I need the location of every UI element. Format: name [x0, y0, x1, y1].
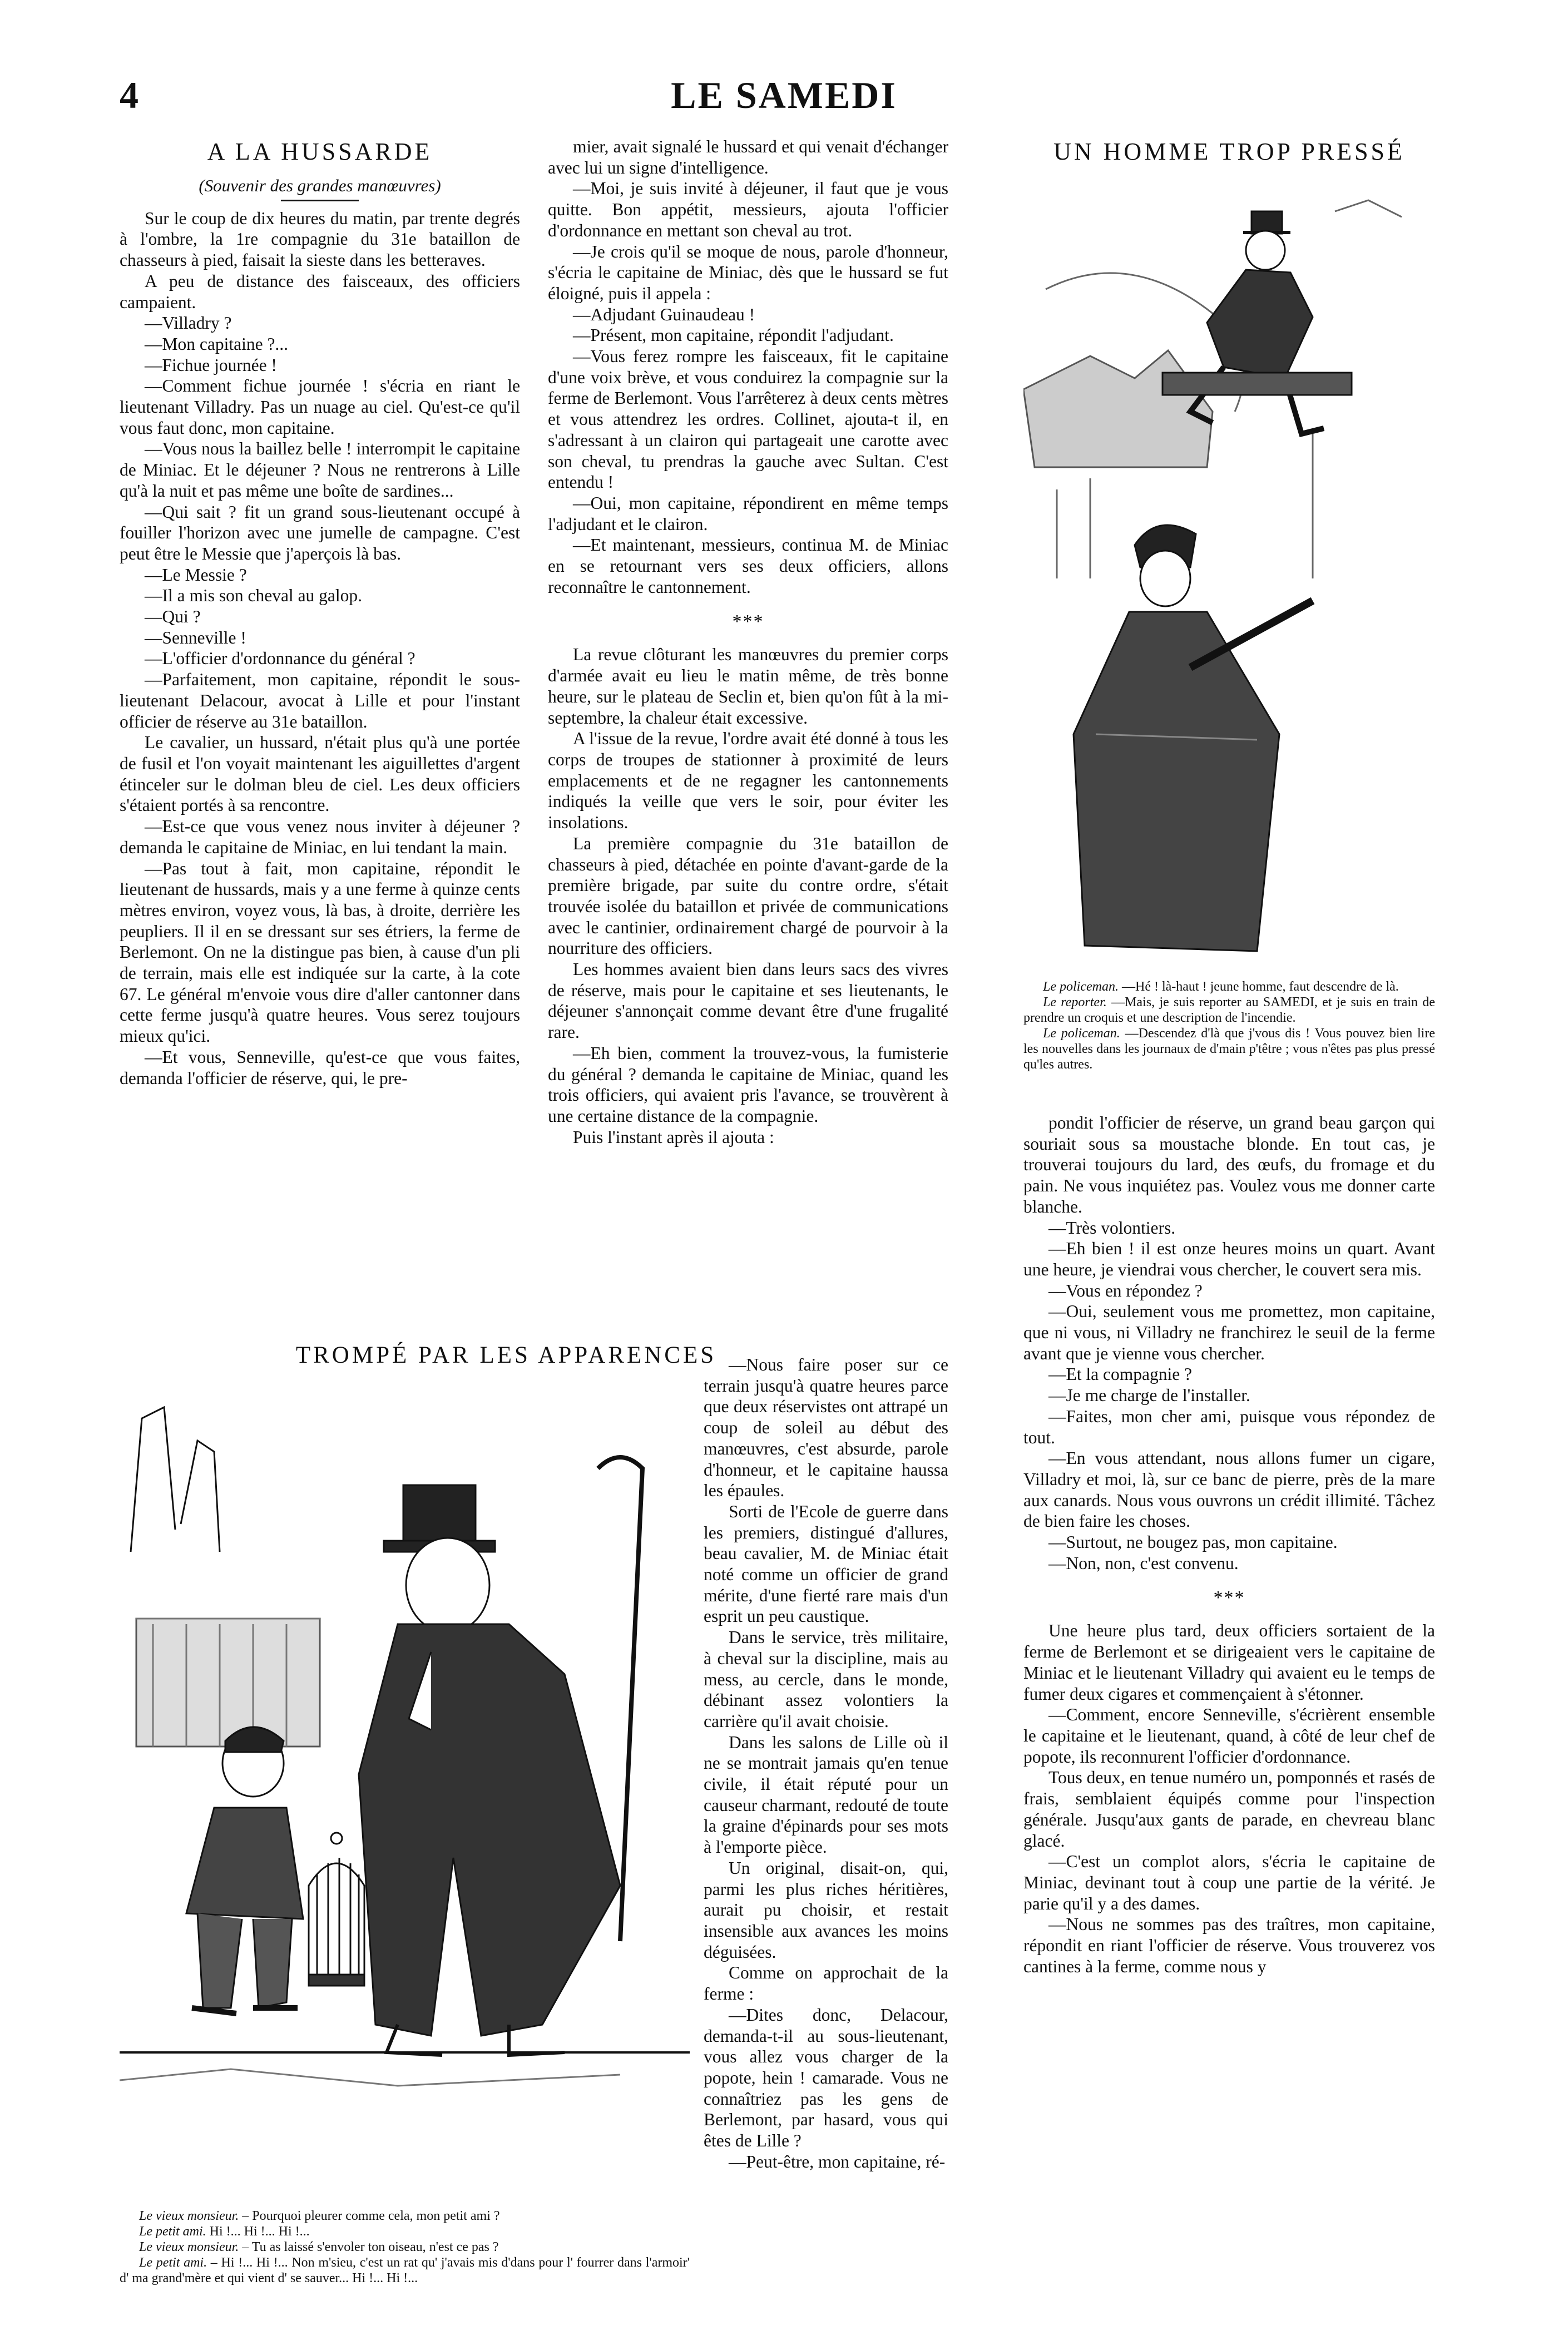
paragraph: —Présent, mon capitaine, répondit l'adjudant.: [573, 325, 894, 345]
column-1: [120, 136, 520, 1089]
illustration-policeman-reporter: [1023, 178, 1435, 962]
caption-text: – Pourquoi pleurer comme cela, mon petit ami ?: [242, 2209, 500, 2223]
paragraph: Comme on approchait de la ferme :: [704, 1963, 948, 2004]
paragraph: —Est-ce que vous venez nous inviter à déjeuner ? demanda le capitaine de Miniac, en lui tendant la main.: [120, 817, 520, 857]
paragraph: —Comment fichue journée ! s'écria en riant le lieutenant Villadry. Pas un nuage au ciel. Qu'est-ce qu'il vous faut donc, mon capitaine.: [120, 376, 520, 438]
paragraph: —Et la compagnie ?: [1048, 1364, 1193, 1384]
caption-text: Hi !... Hi !... Hi !...: [209, 2224, 310, 2239]
caption-text: —Mais, je suis reporter au SAMEDI, et je suis en train de prendre un croquis et une description de l'incendie.: [1023, 995, 1435, 1025]
paragraph: —Nous ne sommes pas des traîtres, mon capitaine, répondit en riant l'officier de réserve. Vous trouverez vos cantines à la ferme, comme nous y: [1023, 1914, 1435, 1976]
column-3: [1023, 136, 1435, 175]
paragraph: Les hommes avaient bien dans leurs sacs des vivres de réserve, mais pour le capitaine et ses lieutenants, le déjeuner s'annonçait comme devant être d'une frugalité rare.: [548, 959, 948, 1042]
birdcage: [309, 1833, 364, 1986]
caption-speaker: Le policeman.: [1043, 1026, 1120, 1041]
story-subtitle: (Souvenir des grandes manœuvres): [199, 176, 441, 195]
paragraph: —Eh bien ! il est onze heures moins un quart. Avant une heure, je viendrai vous chercher, le couvert sera mis.: [1023, 1239, 1435, 1279]
paragraph: —Je crois qu'il se moque de nous, parole d'honneur, s'écria le capitaine de Miniac, dès que le hussard se fut éloigné, puis il appela :: [548, 241, 948, 303]
paragraph: —Senneville !: [145, 627, 246, 647]
cartoon-title-trompe: TROMPÉ PAR LES APPARENCES: [295, 1342, 717, 1368]
paragraph: —Moi, je suis invité à déjeuner, il faut que je vous quitte. Bon appétit, messieurs, ajouta l'officier d'ordonnance en mettant son cheval au trot.: [548, 179, 948, 240]
caption-line: [120, 2208, 690, 2224]
paragraph: —Eh bien, comment la trouvez-vous, la fumisterie du général ? demanda le capitaine de Miniac, quand les trois officiers, qui avaient pris l'avance, se trouvèrent à une certaine distance de la compagnie.: [548, 1043, 948, 1126]
paragraph: Le cavalier, un hussard, n'était plus qu'à une portée de fusil et l'on voyait maintenant les aiguillettes d'argent étinceler sur le dolman bleu de ciel. Les deux officiers s'étaient portés à sa rencontre.: [120, 733, 520, 815]
caption-line: [1023, 1026, 1435, 1072]
paragraph: Puis l'instant après il ajouta :: [573, 1127, 774, 1147]
paragraph: —Oui, seulement vous me promettez, mon capitaine, que ni vous, ni Villadry ne franchirez le seuil de la ferme avant que je vienne vous chercher.: [1023, 1302, 1435, 1363]
caption-text: – Tu as laissé s'envoler ton oiseau, n'est ce pas ?: [242, 2240, 499, 2254]
caption-speaker: Le petit ami.: [139, 2224, 206, 2239]
caption-text: —Hé ! là-haut ! jeune homme, faut descendre de là.: [1121, 979, 1399, 994]
paragraph: —Oui, mon capitaine, répondirent en même temps l'adjudant et le clairon.: [548, 493, 948, 534]
illustration-old-man-boy: [120, 1385, 690, 2180]
caption-line: [1023, 979, 1435, 995]
caption-line: [120, 2224, 690, 2239]
paragraph: —Qui sait ? fit un grand sous-lieutenant occupé à fouiller l'horizon avec une jumelle de campagne. C'est peut être le Messie que j'aperçois là bas.: [120, 502, 520, 563]
page-header: [0, 67, 1568, 128]
caption-speaker: Le vieux monsieur.: [139, 2240, 239, 2254]
paragraph: A l'issue de la revue, l'ordre avait été donné à tous les corps de troupes de stationner à proximité de leurs emplacements et de ne regagner les cantonnements indiqués la veille que vers le soir, pour éviter les insolations.: [548, 729, 948, 833]
paragraph: —L'officier d'ordonnance du général ?: [145, 649, 416, 669]
paragraph: —Non, non, c'est convenu.: [1048, 1553, 1239, 1573]
caption-speaker: Le petit ami.: [139, 2255, 207, 2270]
caption-speaker: Le reporter.: [1043, 995, 1107, 1010]
paragraph: —Comment, encore Senneville, s'écrièrent ensemble le capitaine et le lieutenant, quand, à côté de leur chef de popote, ils reconnurent l'officier d'ordonnance.: [1023, 1705, 1435, 1767]
paragraph: —Et vous, Senneville, qu'est-ce que vous faites, demanda l'officier de réserve, qui, le pre-: [120, 1047, 520, 1088]
column-2-lower: [704, 1354, 948, 2172]
paragraph: —Peut-être, mon capitaine, ré-: [729, 2151, 946, 2171]
paragraph: Dans le service, très militaire, à cheval sur la discipline, mais au mess, au cercle, dans le monde, débinant assez volontiers la carrière qu'il avait choisie.: [704, 1627, 948, 1731]
paragraph: —Dites donc, Delacour, demanda-t-il au sous-lieutenant, vous allez vous charger de la popote, hein ! camarade. Vous ne connaîtriez pas les gens de Berlemont, par hasard, vous qui êtes de Lille ?: [704, 2005, 948, 2151]
paragraph: —Il a mis son cheval au galop.: [145, 586, 363, 606]
caption-text: – Hi !... Hi !... Non m'sieu, c'est un rat qu' j'avais mis d'dans pour l' fourrer dans l'armoir' d' ma grand'mère et qui vient d' se sauver... Hi !... Hi !...: [120, 2255, 690, 2285]
paragraph: —Vous en répondez ?: [1048, 1280, 1203, 1300]
title-rule: [281, 200, 359, 201]
cartoon-old-man-and-boy: [120, 1385, 690, 2180]
paragraph: —Très volontiers.: [1048, 1218, 1176, 1238]
paragraph: A peu de distance des faisceaux, des officiers campaient.: [120, 271, 520, 312]
cartoon-captions-homme: [1023, 979, 1435, 1072]
story-title: A LA HUSSARDE: [207, 138, 433, 165]
paragraph: —Villadry ?: [145, 313, 232, 333]
cartoon-title-homme: UN HOMME TROP PRESSÉ: [1053, 138, 1405, 165]
old-man-figure: [359, 1457, 642, 2055]
paragraph: —Adjudant Guinaudeau !: [573, 304, 755, 324]
paragraph: Un original, disait-on, qui, parmi les plus riches héritières, aurait pu choisir, et restait insensible aux avances les moins déguisées.: [704, 1858, 948, 1962]
cartoon-captions-trompe: [120, 2208, 690, 2286]
paragraph: —Qui ?: [145, 607, 201, 627]
column-2: [548, 136, 948, 1147]
journal-title: LE SAMEDI: [671, 74, 897, 116]
policeman-figure: [1074, 525, 1313, 951]
paragraph: Sorti de l'Ecole de guerre dans les premiers, distingué d'allures, beau cavalier, M. de Miniac était noté comme un officier de grand mérite, d'une fierté rare mais d'un esprit un peu caustique.: [704, 1501, 948, 1626]
paragraph: —Et maintenant, messieurs, continua M. de Miniac en se retournant vers ses deux officiers, allons reconnaître le cantonnement.: [548, 535, 948, 597]
caption-speaker: Le policeman.: [1043, 979, 1119, 994]
boy-figure: [186, 1727, 303, 2013]
paragraph: —Le Messie ?: [145, 565, 247, 585]
paragraph: Sur le coup de dix heures du matin, par trente degrés à l'ombre, la 1re compagnie du 31e bataillon de chasseurs à pied, faisait la sieste dans les betteraves.: [120, 208, 520, 270]
paragraph: Une heure plus tard, deux officiers sortaient de la ferme de Berlemont et se dirigeaient vers le capitaine de Miniac et le lieutenant Villadry qui avaient eu le temps de fumer deux cigares et commençaient à s'étonner.: [1023, 1621, 1435, 1704]
column-3-lower: [1023, 1112, 1435, 1977]
paragraph: —Parfaitement, mon capitaine, répondit le sous-lieutenant Delacour, avocat à Lille et pour l'instant officier de réserve au 31e bataillon.: [120, 670, 520, 731]
paragraph: Tous deux, en tenue numéro un, pomponnés et rasés de frais, semblaient équipés comme pour l'inspection générale. Jusqu'aux gants de parade, en chevreau blanc glacé.: [1023, 1768, 1435, 1851]
paragraph: —Fichue journée !: [145, 355, 277, 375]
caption-line: [120, 2255, 690, 2286]
paragraph: La première compagnie du 31e bataillon de chasseurs à pied, détachée en pointe d'avant-garde de la première brigade, par suite du contre ordre, s'était trouvée isolée du bataillon et privée de communications avec le cantinier, ordinairement chargé de pourvoir à la nourriture des officiers.: [548, 833, 948, 958]
paragraph: —Mon capitaine ?...: [145, 334, 289, 354]
caption-text: —Descendez d'là que j'vous dis ! Vous pouvez bien lire les nouvelles dans les journaux de d'main p'têtre ; vous n'êtes pas plus pressé qu'les autres.: [1023, 1026, 1435, 1072]
paragraph: —Vous ferez rompre les faisceaux, fit le capitaine d'une voix brève, et vous conduirez la compagnie sur la ferme de Berlemont. Vous l'arrêterez à deux cents mètres et vous attendrez les ordres. Collinet, ajouta-t il, en s'adressant à un clairon qui partageait une carotte avec son cheval, tu prendras la gauche avec Sultan. C'est entendu !: [548, 347, 948, 492]
paragraph: —Surtout, ne bougez pas, mon capitaine.: [1048, 1532, 1338, 1552]
page-number: 4: [120, 74, 139, 116]
paragraph: —Vous nous la baillez belle ! interrompit le capitaine de Miniac. Et le déjeuner ? Nous ne rentrerons à Lille qu'à la nuit et pas même une boîte de sardines...: [120, 439, 520, 501]
paragraph: —C'est un complot alors, s'écria le capitaine de Miniac, devinant tout à coup une partie de la vérité. Je parie qu'il y a des dames.: [1023, 1852, 1435, 1913]
paragraph: pondit l'officier de réserve, un grand beau garçon qui souriait sous sa moustache blonde. En tout cas, je trouverai toujours du lard, des œufs, du fromage et du pain. Ne vous inquiétez pas. Voulez vous me donner carte blanche.: [1023, 1113, 1435, 1216]
section-separator: ***: [732, 611, 764, 632]
paragraph: —Pas tout à fait, mon capitaine, répondit le lieutenant de hussards, mais y a une ferme à quinze cents mètres environ, voyez vous, là bas, à droite, derrière les peupliers. Il il en se dressant sur ses étriers, la ferme de Berlemont. On ne la distingue pas bien, à cause d'un pli de terrain, mais elle est indiquée sur la carte, à la cote 67. Le général m'envoie vous dire d'aller cantonner dans cette ferme jusqu'à quatre heures. Vous serez toujours mieux qu'ici.: [120, 858, 520, 1046]
paragraph: Dans les salons de Lille où il ne se montrait jamais qu'en tenue civile, il était réputé pour un causeur charmant, redouté de toute la graine d'épinards pour ses mots à l'emporte pièce.: [704, 1732, 948, 1857]
cartoon-policeman-reporter: [1023, 178, 1435, 962]
paragraph: —Faites, mon cher ami, puisque vous répondez de tout.: [1023, 1406, 1435, 1447]
caption-speaker: Le vieux monsieur.: [139, 2209, 239, 2223]
paragraph: mier, avait signalé le hussard et qui venait d'échanger avec lui un signe d'intelligence.: [548, 137, 948, 177]
caption-line: [120, 2239, 690, 2255]
section-separator-2: ***: [1213, 1587, 1245, 1609]
paragraph: —Nous faire poser sur ce terrain jusqu'à quatre heures parce que deux réservistes ont attrapé un coup de soleil au début des manœuvres, c'est absurde, parole d'honneur, et le capitaine haussa les épaules.: [704, 1355, 948, 1501]
paragraph: —En vous attendant, nous allons fumer un cigare, Villadry et moi, là, sur ce banc de pierre, près de la mare aux canards. Nous vous ouvrons un crédit illimité. Tâchez de bien faire les choses.: [1023, 1448, 1435, 1531]
caption-line: [1023, 995, 1435, 1026]
paragraph: —Je me charge de l'installer.: [1048, 1386, 1250, 1406]
paragraph: La revue clôturant les manœuvres du premier corps d'armée avait eu lieu le matin même, de très bonne heure, sur le plateau de Seclin et, bien qu'on fût à la mi-septembre, la chaleur était excessive.: [548, 645, 948, 728]
